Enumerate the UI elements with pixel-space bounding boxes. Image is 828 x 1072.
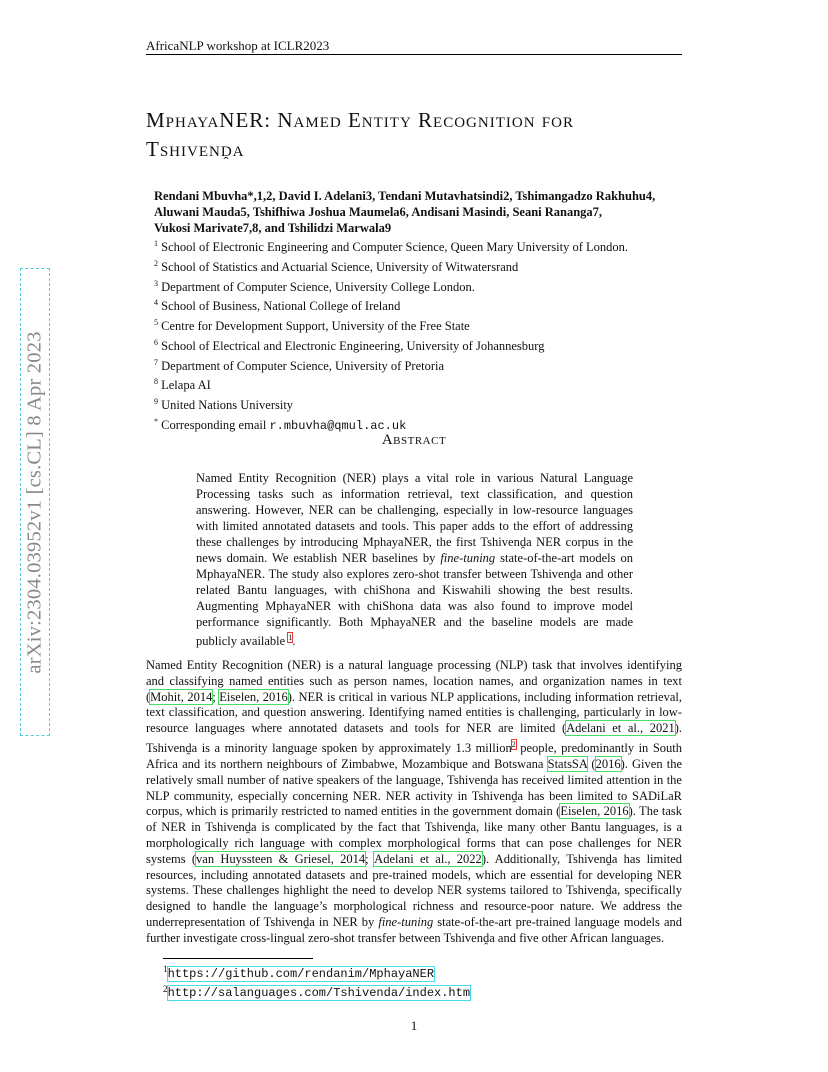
body-text-part: ). NER is critical in various NLP applications, including information retrieval, text classification, and question answering. Identifying named entities is challenging, particularly in low-resource languages where annotated datasets and tools for NER are limited ( xyxy=(146,689,683,736)
body-text-part: Named Entity Recognition (NER) is a natural language processing (NLP) task that involves identifying and classifying named entities such as person names, location names, and organization names in text ( xyxy=(146,658,682,704)
arxiv-id-label: arXiv:2304.03952v1 [cs.CL] 8 Apr 2023 xyxy=(23,330,46,674)
affiliation-text: School of Statistics and Actuarial Science, University of Witwatersrand xyxy=(161,259,519,274)
footnote-ref-1[interactable]: 1 xyxy=(288,633,293,642)
body-text-part: ). The task of NER in Tshivenḓa is complicated by the fact that Tshivenḓa, like many other Bantu languages, is a morphologically rich language with complex morphological forms that can pose challenges for NER systems ( xyxy=(146,804,682,866)
header-rule xyxy=(146,54,682,55)
affiliation-number: 1 xyxy=(154,239,158,248)
affiliation-item xyxy=(154,394,694,414)
introduction-paragraph xyxy=(146,658,682,947)
affiliation-item xyxy=(154,315,694,335)
affiliation-item xyxy=(154,276,694,296)
footnote-number: 2 xyxy=(163,983,168,994)
author-line-1 xyxy=(154,188,694,204)
title-line-1: MphayaNER: Named Entity Recognition for xyxy=(146,108,574,132)
body-text-part: ; xyxy=(212,689,220,704)
citation-link[interactable]: 2016 xyxy=(595,756,621,771)
citation-link[interactable]: Adelani et al., 2022 xyxy=(374,851,482,866)
corresponding-label: Corresponding email xyxy=(161,417,267,432)
affiliation-item xyxy=(154,374,694,394)
affiliation-item xyxy=(154,355,694,375)
affiliation-number: 7 xyxy=(154,357,158,367)
affiliation-text: Department of Computer Science, University College London. xyxy=(161,279,475,294)
affiliation-number: 4 xyxy=(154,298,158,308)
abstract-part: Named Entity Recognition (NER) plays a vital role in various Natural Language Processing tasks such as information retrieval, text classification, and question answering. However, NER can be challenging, especially in low-resource languages with limited annotated datasets and tools. This paper adds to the effort of addressing these challenges by introducing MphayaNER, the first Tshivenḓa NER corpus in the news domain. We establish NER baselines by xyxy=(196,471,633,565)
author-line-1-text: Rendani Mbuvha*,1,2, David I. Adelani3, Tendani Mutavhatsindi2, Tshimangadzo Rakhuhu4, xyxy=(154,189,656,203)
venue-header: AfricaNLP workshop at ICLR2023 xyxy=(146,38,330,53)
footnote-ref-2[interactable]: 2 xyxy=(511,739,516,749)
author-line-3 xyxy=(154,220,694,236)
abstract-emphasis: fine-tuning xyxy=(440,551,496,565)
affiliation-item xyxy=(154,256,694,276)
footnote-rule xyxy=(163,958,313,959)
body-emphasis: fine-tuning xyxy=(378,914,434,929)
body-text-part: ). Additionally, Tshivenḓa has limited resources, including annotated datasets and pre-trained models, which are essential for developing NER systems. These challenges highlight the need to develop NER systems tailored to Tshivenḓa, specifically designed to handle the language’s morphological richness and resource-poor nature. We address the underrepresentation of Tshivenḓa in NER by xyxy=(146,851,682,929)
affiliation-number: 2 xyxy=(154,258,158,268)
arxiv-stamp[interactable] xyxy=(20,268,50,736)
affiliation-text: School of Electrical and Electronic Engineering, University of Johannesburg xyxy=(161,338,545,353)
page-number: 1 xyxy=(410,1018,418,1033)
corresponding-email[interactable]: r.mbuvha@qmul.ac.uk xyxy=(269,418,407,433)
affiliation-item xyxy=(154,335,694,355)
affiliation-text: Department of Computer Science, University of Pretoria xyxy=(161,358,445,373)
affiliation-list xyxy=(154,236,694,435)
abstract-end: . xyxy=(292,634,296,649)
footnote-list xyxy=(163,962,470,1001)
citation-link[interactable]: Mohit, 2014 xyxy=(150,689,213,704)
paper-title xyxy=(146,106,686,164)
affiliation-text: School of Electronic Engineering and Computer Science, Queen Mary University of London. xyxy=(161,240,629,255)
body-text-part: ). Given the relatively small number of native speakers of the language, Tshivenḓa has received limited attention in the NLP community, especially concerning NER. NER activity in Tshivenḓa has been limited to SADiLaR corpus, which is primarily restricted to named entities in the government domain ( xyxy=(146,756,682,819)
affiliation-number: 9 xyxy=(154,397,158,406)
body-text-part: ; xyxy=(365,851,375,866)
footnote-item xyxy=(163,982,470,1002)
affiliation-item xyxy=(154,236,694,256)
affiliation-item xyxy=(154,295,694,315)
footnote-url-link[interactable]: http://salanguages.com/Tshivenda/index.htm xyxy=(167,986,471,1001)
citation-link[interactable]: Eiselen, 2016 xyxy=(219,689,288,704)
footnote-url-link[interactable]: https://github.com/rendanim/MphayaNER xyxy=(167,966,435,981)
abstract-part: state-of-the-art models on MphayaNER. The study also explores zero-shot transfer between Tshivenḓa and other related Bantu languages, with chiShona and Kiswahili showing the best results. Augmenting MphayaNER with chiShona data was also found to improve model performance significantly. Both MphayaNER and the baseline models are made publicly available xyxy=(196,551,633,649)
title-line-2: Tshivenḓa xyxy=(146,137,245,161)
affiliation-text: Lelapa AI xyxy=(161,378,211,393)
author-line-2 xyxy=(154,204,694,220)
affiliation-text: United Nations University xyxy=(161,398,294,413)
footnote-number: 1 xyxy=(163,964,168,974)
citation-link[interactable]: van Huyssteen & Griesel, 2014 xyxy=(196,851,366,866)
abstract-text xyxy=(196,470,633,649)
affiliation-text: Centre for Development Support, University of the Free State xyxy=(161,319,470,334)
body-text-part: ). Tshivenḓa is a minority language spoken by approximately 1.3 million xyxy=(146,721,682,756)
corresponding-mark: * xyxy=(154,416,158,426)
body-text-part: people, predominantly in South Africa and its northern neighbours of Zimbabwe, Mozambique and Botswana xyxy=(146,741,682,771)
abstract-heading: Abstract xyxy=(381,432,447,448)
citation-link[interactable]: Adelani et al., 2021 xyxy=(566,721,675,736)
affiliation-text: School of Business, National College of Ireland xyxy=(161,299,401,314)
author-line-2-text: Aluwani Mauda5, Tshifhiwa Joshua Maumela6, Andisani Masindi, Seani Rananga7, xyxy=(154,205,603,219)
citation-link[interactable]: Eiselen, 2016 xyxy=(560,804,629,819)
author-line-3-text: Vukosi Marivate7,8, and Tshilidzi Marwala9 xyxy=(154,221,392,235)
author-list xyxy=(154,188,694,236)
body-text-part: ( xyxy=(587,756,596,771)
affiliation-number: 6 xyxy=(154,337,158,347)
footnote-item xyxy=(163,962,470,982)
body-text-part: state-of-the-art pre-trained language models and further investigate cross-lingual zero-shot transfer between Tshivenḓa and five other African languages. xyxy=(146,914,682,945)
affiliation-number: 3 xyxy=(154,278,158,288)
affiliation-number: 8 xyxy=(154,377,158,387)
citation-link[interactable]: StatsSA xyxy=(547,756,588,771)
affiliation-number: 5 xyxy=(154,318,158,327)
